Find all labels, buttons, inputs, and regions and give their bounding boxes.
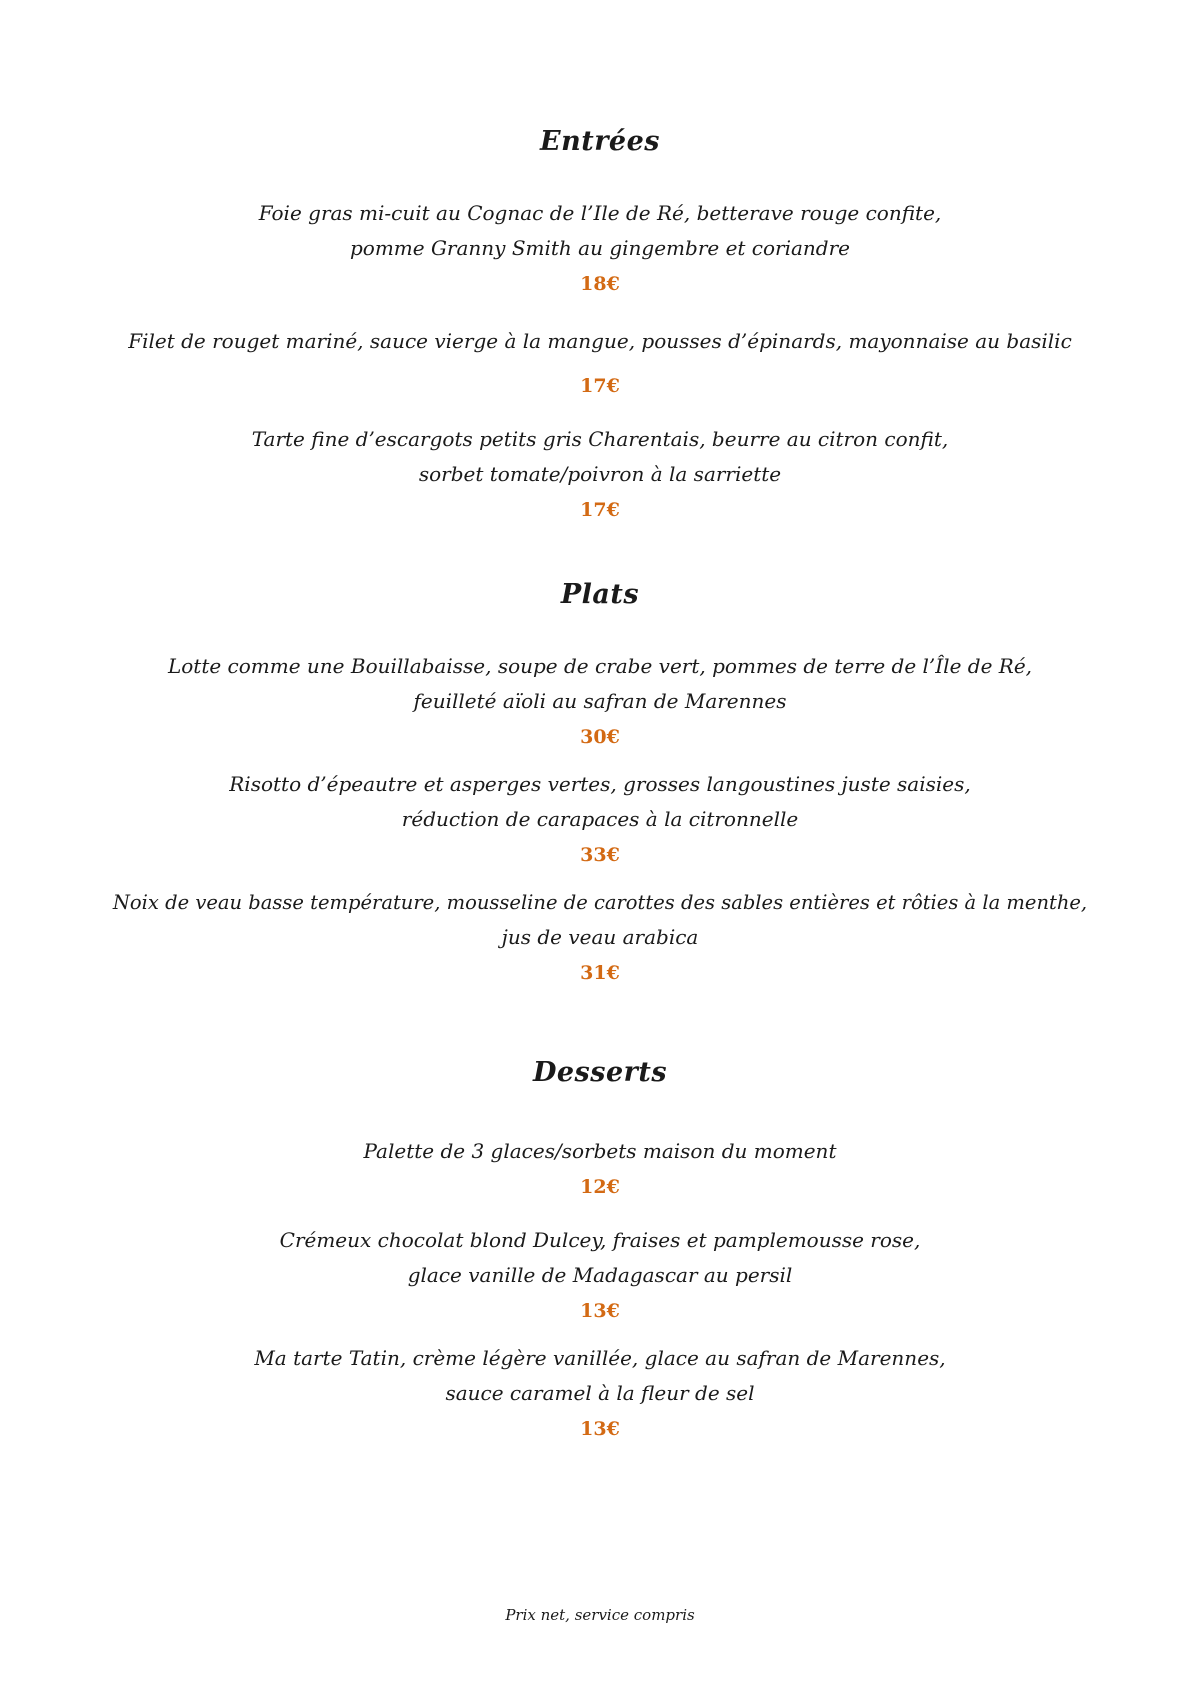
- dish-price: 17€: [580, 375, 620, 397]
- dish-description: Risotto d’épeautre et asperges vertes, grosses langoustines juste saisies,: [229, 772, 971, 796]
- dish-price: 18€: [580, 273, 620, 295]
- dish-price: 30€: [580, 726, 620, 748]
- dish-description: Palette de 3 glaces/sorbets maison du moment: [363, 1139, 837, 1163]
- dish-item: [0, 324, 1200, 403]
- dish-description: Crémeux chocolat blond Dulcey, fraises et pamplemousse rose,: [279, 1228, 921, 1252]
- section-title: Plats: [560, 579, 640, 610]
- dish-description: réduction de carapaces à la citronnelle: [401, 807, 799, 831]
- section-title: Desserts: [532, 1057, 668, 1088]
- dish-item: [0, 422, 1200, 527]
- dish-description: jus de veau arabica: [501, 925, 699, 949]
- section-desserts: [0, 1056, 1200, 1090]
- dish-price: 13€: [580, 1418, 620, 1440]
- dish-description: Lotte comme une Bouillabaisse, soupe de crabe vert, pommes de terre de l’Île de Ré,: [167, 654, 1033, 678]
- dish-item: [0, 1134, 1200, 1204]
- dish-item: [0, 885, 1200, 990]
- section-title: Entrées: [540, 126, 660, 157]
- dish-item: [0, 649, 1200, 754]
- footer-note: Prix net, service compris: [505, 1606, 695, 1624]
- dish-item: [0, 1223, 1200, 1328]
- dish-price: 31€: [580, 962, 620, 984]
- dish-price: 13€: [580, 1300, 620, 1322]
- dish-description: Ma tarte Tatin, crème légère vanillée, glace au safran de Marennes,: [254, 1346, 946, 1370]
- dish-price: 17€: [580, 499, 620, 521]
- dish-item: [0, 196, 1200, 301]
- dish-description: Filet de rouget mariné, sauce vierge à la mangue, pousses d’épinards, mayonnaise au basilic: [128, 329, 1072, 353]
- dish-price: 33€: [580, 844, 620, 866]
- dish-description: Noix de veau basse température, mousseline de carottes des sables entières et rôties à la menthe,: [112, 891, 1088, 914]
- dish-description: feuilleté aïoli au safran de Marennes: [413, 689, 787, 713]
- dish-item: [0, 1341, 1200, 1446]
- section-plats: [0, 578, 1200, 612]
- dish-description: pomme Granny Smith au gingembre et coriandre: [349, 236, 851, 260]
- section-entrees: [0, 125, 1200, 159]
- dish-description: Tarte fine d’escargots petits gris Charentais, beurre au citron confit,: [251, 427, 949, 451]
- dish-description: glace vanille de Madagascar au persil: [407, 1263, 793, 1287]
- dish-description: Foie gras mi-cuit au Cognac de l’Ile de Ré, betterave rouge confite,: [258, 201, 942, 225]
- dish-item: [0, 767, 1200, 872]
- dish-price: 12€: [580, 1176, 620, 1198]
- dish-description: sauce caramel à la fleur de sel: [445, 1381, 755, 1405]
- dish-description: sorbet tomate/poivron à la sarriette: [418, 462, 782, 486]
